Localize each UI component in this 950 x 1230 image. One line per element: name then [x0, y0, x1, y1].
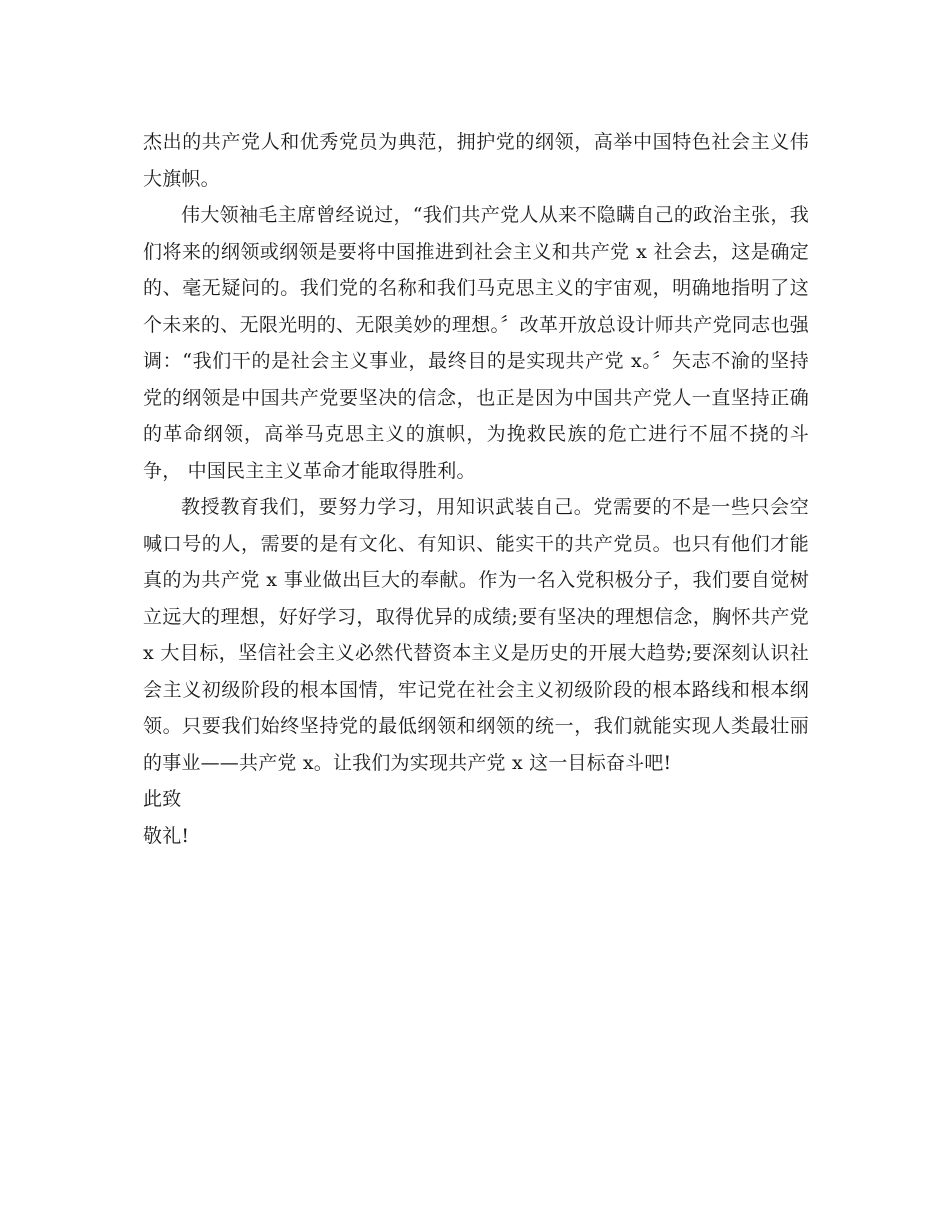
paragraph-1: 杰出的共产党人和优秀党员为典范，拥护党的纲领，高举中国特色社会主义伟大旗帜。 [143, 131, 809, 190]
paragraph-3: 教授教育我们，要努力学习，用知识武装自己。党需要的不是一些只会空喊口号的人，需要的是有文化、有知识、能实干的共产党员。也只有他们才能真的为共产党 x 事业做出巨大的奉献。作为一名入党积极分子，我们要自觉树立远大的理想，好好学习，取得优异的成绩;要有坚决的理想信念，胸怀共产党 x 大目标，坚信社会主义必然代替资本主义是历史的开展大趋势;要深刻认识社会主义初级阶段的根本国情，牢记党在社会主义初级阶段的根本路线和根本纲领。只要我们始终坚持党的最低纲领和纲领的统一，我们就能实现人类最壮丽的事业——共产党 x。让我们为实现共产党 x 这一目标奋斗吧! [143, 496, 809, 774]
closing-regards: 敬礼! [143, 824, 190, 847]
paragraph-2: 伟大领袖毛主席曾经说过，“我们共产党人从来不隐瞒自己的政治主张，我们将来的纲领或纲领是要将中国推进到社会主义和共产党 x 社会去，这是确定的、毫无疑问的。我们党的名称和我们马克思主义的宇宙观，明确地指明了这个未来的、无限光明的、无限美妙的理想。〞改革开放总设计师共产党同志也强调：“我们干的是社会主义事业，最终目的是实现共产党 x。〞矢志不渝的坚持党的纲领是中国共产党要坚决的信念，也正是因为中国共产党人一直坚持正确的革命纲领，高举马克思主义的旗帜，为挽救民族的危亡进行不屈不挠的斗争， 中国民主主义革命才能取得胜利。 [143, 204, 809, 482]
document-body [143, 124, 809, 854]
closing-salutation: 此致 [143, 788, 182, 810]
